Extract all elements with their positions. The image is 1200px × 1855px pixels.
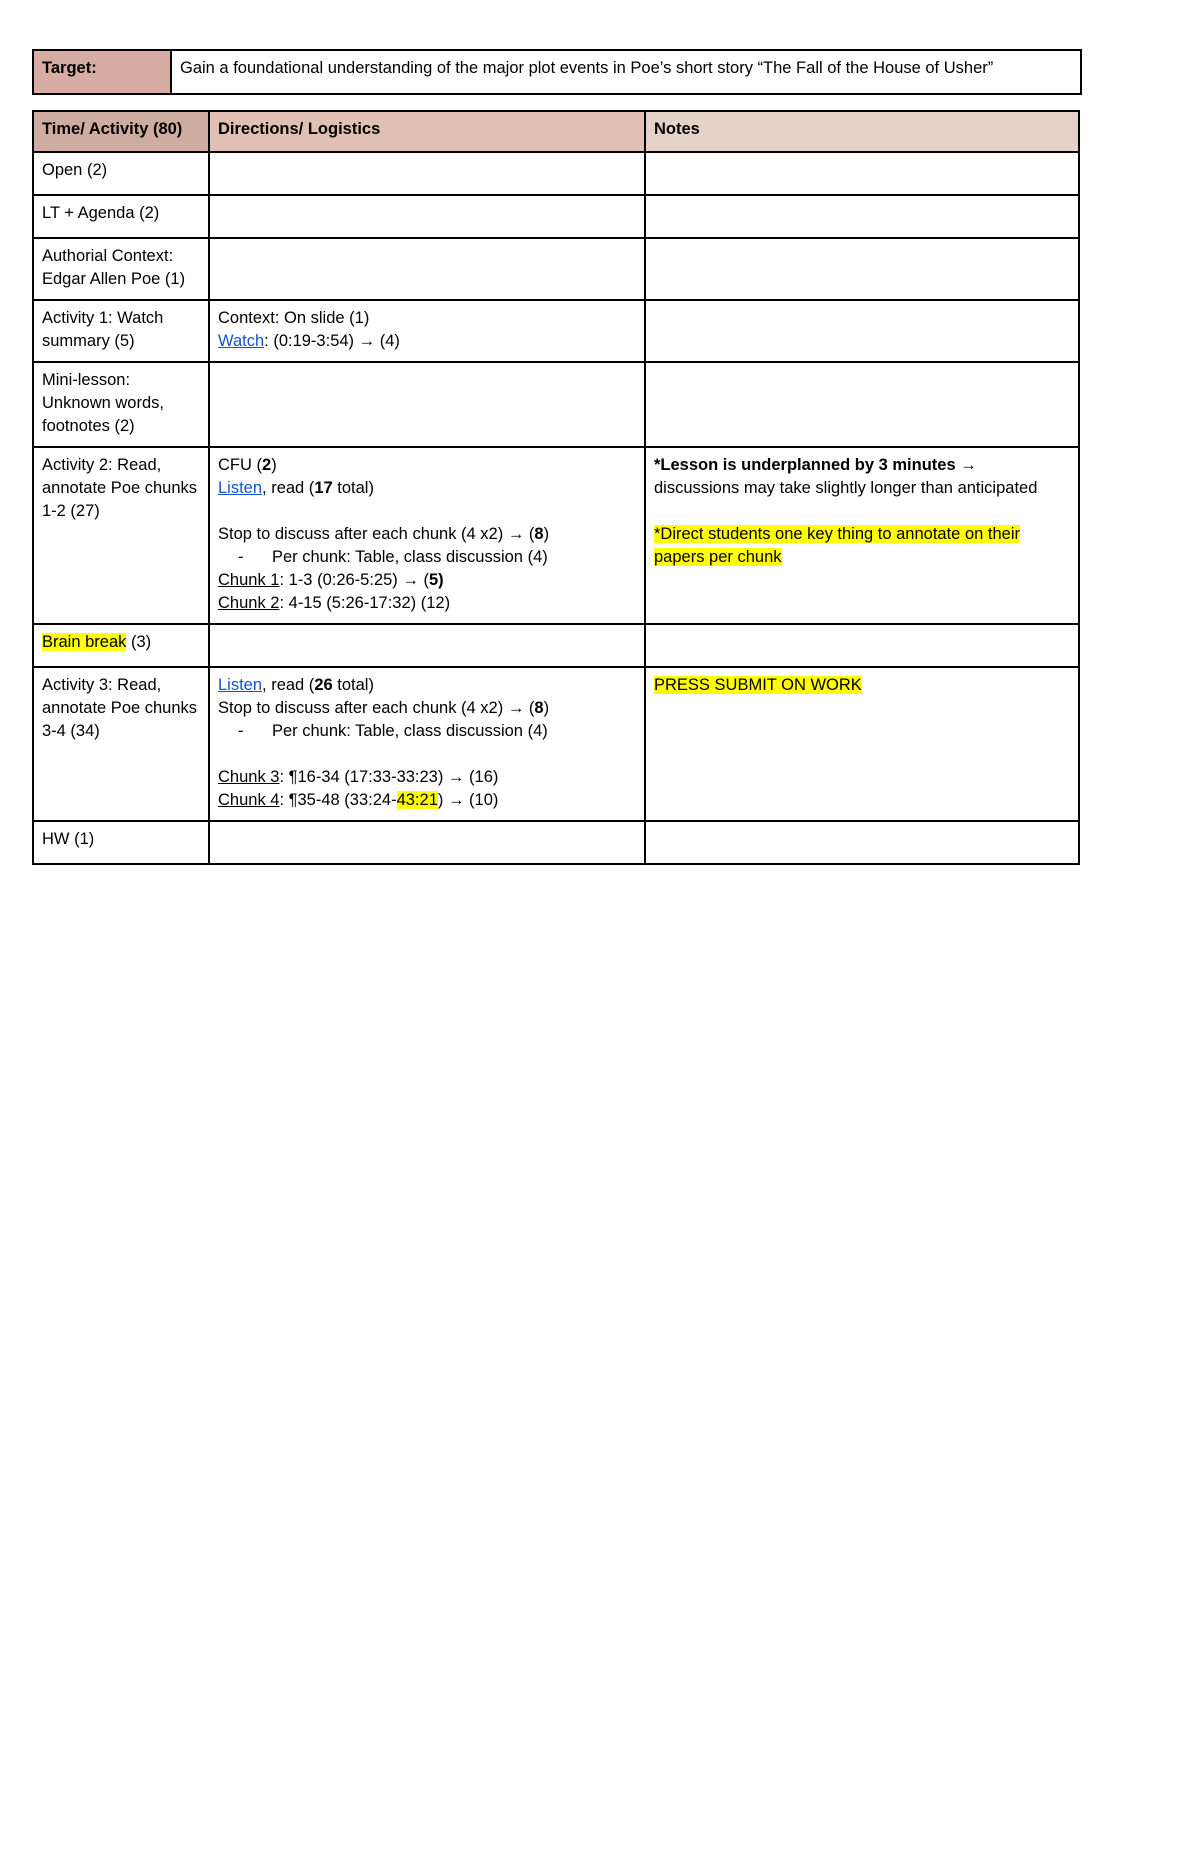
note-direct-text: *Direct students one key thing to annotate on their papers per chunk [654, 525, 1020, 566]
chunk4-highlight: 43:21 [396, 791, 438, 809]
note-press-submit-text: PRESS SUBMIT ON WORK [654, 676, 862, 694]
stop-line [218, 523, 636, 546]
watch-line [218, 330, 636, 353]
listen-total: 26 [314, 676, 333, 694]
table-row [33, 195, 1079, 238]
table-row [33, 300, 1079, 362]
stop-close: ) [543, 525, 550, 543]
chunk2-line [218, 592, 636, 615]
directions-cell [209, 152, 645, 195]
directions-cell [209, 300, 645, 362]
note-press-submit [654, 674, 1070, 697]
chunk1-line [218, 569, 636, 592]
bullet-dash: - [238, 722, 244, 740]
activity-cell: Open (2) [33, 152, 209, 195]
header-row [33, 111, 1079, 152]
chunk3-text: : ¶16-34 (17:33-33:23) → (16) [279, 768, 499, 786]
per-chunk-line [218, 546, 636, 569]
listen-close: total) [332, 676, 374, 694]
listen-total: 17 [314, 479, 333, 497]
table-row [33, 362, 1079, 447]
table-row [33, 447, 1079, 624]
spacer [654, 500, 1070, 523]
table-row [33, 667, 1079, 821]
chunk1-label: Chunk 1 [218, 571, 280, 589]
table-row [33, 821, 1079, 864]
context-line: Context: On slide (1) [218, 309, 370, 327]
target-row [33, 50, 1081, 94]
cfu-line [218, 454, 636, 477]
chunk4-text: : ¶35-48 (33:24- [279, 791, 397, 809]
directions-cell [209, 195, 645, 238]
directions-cell [209, 238, 645, 300]
stop-line [218, 697, 636, 720]
note-underplanned: *Lesson is underplanned by 3 minutes → [654, 456, 977, 474]
target-label: Target: [33, 50, 171, 94]
spacer [218, 743, 636, 766]
listen-close: total) [332, 479, 374, 497]
brain-break-highlight: Brain break [42, 633, 127, 651]
chunk4-line [218, 789, 636, 812]
table-row [33, 624, 1079, 667]
note-direct-students [654, 523, 1070, 569]
target-text: Gain a foundational understanding of the major plot events in Poe’s short story “The Fall of the House of Usher” [171, 50, 1081, 94]
chunk4-label: Chunk 4 [218, 791, 280, 809]
notes-cell [645, 195, 1079, 238]
per-chunk-line [218, 720, 636, 743]
listen-link[interactable]: Listen [218, 676, 263, 694]
watch-time: : (0:19-3:54) → (4) [264, 332, 400, 350]
stop-text: Stop to discuss after each chunk (4 x2) → ( [218, 525, 535, 543]
chunk3-label: Chunk 3 [218, 768, 280, 786]
per-chunk-text: Per chunk: Table, class discussion (4) [272, 722, 548, 740]
directions-cell [209, 667, 645, 821]
note-discussions: discussions may take slightly longer than anticipated [654, 479, 1038, 497]
listen-line [218, 477, 636, 500]
activity-cell: LT + Agenda (2) [33, 195, 209, 238]
table-row [33, 238, 1079, 300]
chunk1-minutes: 5) [428, 571, 444, 589]
stop-minutes: 8 [534, 525, 544, 543]
notes-cell [645, 624, 1079, 667]
notes-cell [645, 238, 1079, 300]
directions-cell [209, 821, 645, 864]
listen-link[interactable]: Listen [218, 479, 263, 497]
notes-cell [645, 152, 1079, 195]
listen-line [218, 674, 636, 697]
notes-cell [645, 447, 1079, 624]
bullet-dash: - [238, 548, 244, 566]
activity-cell: Activity 2: Read, annotate Poe chunks 1-2 (27) [33, 447, 209, 624]
chunk4-minutes: ) → (10) [437, 791, 499, 809]
activity-cell: Activity 1: Watch summary (5) [33, 300, 209, 362]
listen-text: , read ( [262, 479, 315, 497]
brain-break-minutes: (3) [126, 633, 152, 651]
directions-cell [209, 624, 645, 667]
stop-text: Stop to discuss after each chunk (4 x2) → ( [218, 699, 535, 717]
per-chunk-text: Per chunk: Table, class discussion (4) [272, 548, 548, 566]
header-notes: Notes [645, 111, 1079, 152]
stop-close: ) [543, 699, 550, 717]
target-table [32, 49, 1082, 95]
cfu-close: ) [271, 456, 277, 474]
chunk2-text: : 4-15 (5:26-17:32) (12) [279, 594, 451, 612]
table-row [33, 152, 1079, 195]
activity-cell: Activity 3: Read, annotate Poe chunks 3-4 (34) [33, 667, 209, 821]
lesson-plan-table [32, 110, 1080, 865]
notes-cell [645, 821, 1079, 864]
notes-cell [645, 667, 1079, 821]
header-directions: Directions/ Logistics [209, 111, 645, 152]
chunk2-label: Chunk 2 [218, 594, 280, 612]
activity-cell: Mini-lesson: Unknown words, footnotes (2) [33, 362, 209, 447]
activity-cell [33, 624, 209, 667]
header-activity: Time/ Activity (80) [33, 111, 209, 152]
directions-cell [209, 362, 645, 447]
activity-cell: Authorial Context: Edgar Allen Poe (1) [33, 238, 209, 300]
directions-cell [209, 447, 645, 624]
cfu-minutes: 2 [262, 456, 272, 474]
watch-link[interactable]: Watch [218, 332, 265, 350]
spacer [218, 500, 636, 523]
chunk1-text: : 1-3 (0:26-5:25) → ( [279, 571, 429, 589]
listen-text: , read ( [262, 676, 315, 694]
notes-cell [645, 300, 1079, 362]
stop-minutes: 8 [534, 699, 544, 717]
activity-cell: HW (1) [33, 821, 209, 864]
chunk3-line [218, 766, 636, 789]
cfu-text: CFU ( [218, 456, 262, 474]
notes-cell [645, 362, 1079, 447]
